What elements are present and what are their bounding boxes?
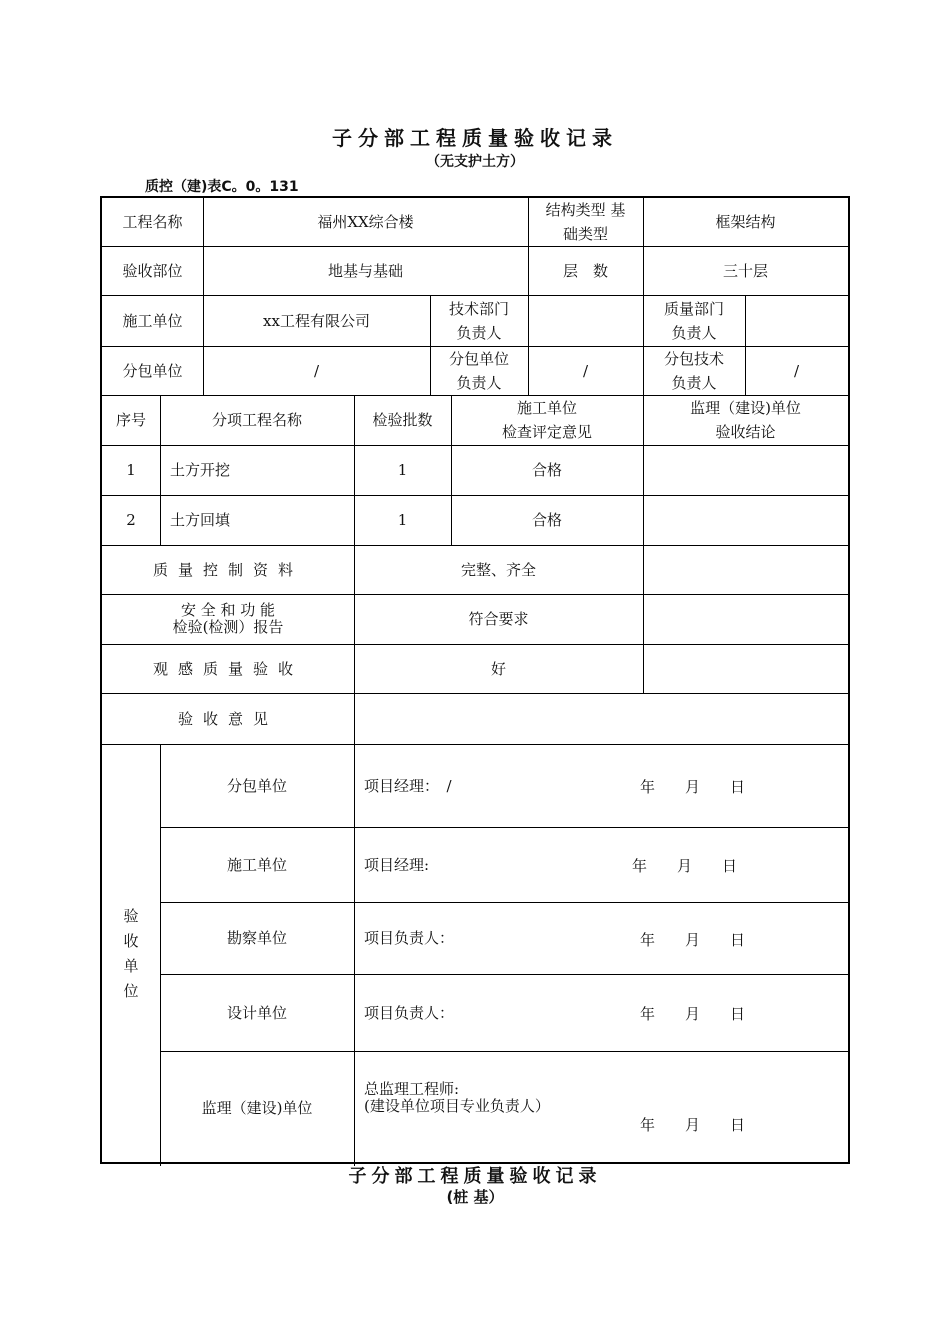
acceptance-role-line1: 总监理工程师: bbox=[364, 1080, 460, 1098]
col-supervisor-conclusion-line1: 监理（建设)单位 bbox=[690, 399, 801, 417]
acceptance-date: 年 月 日 bbox=[640, 1005, 746, 1023]
acceptance-unit: 监理（建设)单位 bbox=[201, 1098, 313, 1117]
col-supervisor-conclusion bbox=[643, 395, 848, 445]
col-contractor-opinion bbox=[451, 395, 643, 445]
tech-head-label-line2: 负责人 bbox=[456, 323, 502, 342]
sub-tech-label bbox=[643, 346, 745, 395]
safety-label-line2: 检验(检测）报告 bbox=[172, 618, 284, 636]
safety-label bbox=[102, 594, 354, 644]
page-subtitle: （无支护土方） bbox=[426, 154, 524, 170]
acceptance-role: 项目负责人： bbox=[364, 1003, 455, 1022]
col-item-name: 分项工程名称 bbox=[211, 411, 302, 429]
safety-result: 符合要求 bbox=[468, 610, 529, 628]
item-name: 土方回填 bbox=[170, 511, 231, 529]
col-no: 序号 bbox=[115, 411, 146, 429]
acceptance-role bbox=[364, 1081, 550, 1115]
next-page-title: 子分部工程质量验收记录 bbox=[348, 1166, 602, 1187]
project-name-label: 工程名称 bbox=[122, 213, 183, 231]
acceptance-unit: 勘察单位 bbox=[226, 929, 287, 947]
acceptance-group-char: 位 bbox=[123, 982, 139, 1000]
item-no: 2 bbox=[126, 511, 136, 529]
acceptance-role: 项目经理： / bbox=[364, 776, 452, 795]
item-result: 合格 bbox=[531, 461, 562, 479]
part-label: 验收部位 bbox=[122, 261, 183, 280]
subcontractor: / bbox=[313, 361, 320, 380]
form-number: 质控（建)表C。0。131 bbox=[145, 179, 299, 195]
acceptance-unit: 分包单位 bbox=[226, 776, 287, 795]
tech-head bbox=[528, 295, 643, 346]
item-name: 土方开挖 bbox=[170, 461, 231, 479]
sub-head-label-line1: 分包单位 bbox=[448, 349, 509, 368]
sub-tech-label-line2: 负责人 bbox=[671, 373, 717, 392]
sub-head-label-line2: 负责人 bbox=[456, 373, 502, 392]
acceptance-group-char: 单 bbox=[123, 957, 139, 975]
col-contractor-opinion-line2: 检查评定意见 bbox=[501, 423, 592, 441]
item-batches: 1 bbox=[397, 461, 408, 479]
acceptance-group-label bbox=[102, 744, 160, 1164]
item-result: 合格 bbox=[531, 511, 562, 529]
sub-tech: / bbox=[793, 361, 800, 380]
acceptance-date: 年 月 日 bbox=[640, 1116, 746, 1134]
item-no: 1 bbox=[126, 461, 136, 479]
structure-type-label bbox=[528, 198, 643, 246]
quality-docs: 完整、齐全 bbox=[460, 560, 536, 579]
item-conclusion bbox=[643, 495, 848, 545]
tech-head-label-line1: 技术部门 bbox=[448, 299, 509, 318]
floors-label: 层 数 bbox=[562, 261, 608, 280]
acceptance-date: 年 月 日 bbox=[640, 778, 746, 796]
structure-type-label-line1: 结构类型 基 bbox=[545, 201, 626, 219]
acceptance-group-char: 收 bbox=[123, 932, 139, 950]
record-table bbox=[100, 196, 850, 1164]
sub-head: / bbox=[582, 361, 589, 380]
quality-head-label bbox=[643, 295, 745, 346]
contractor-label: 施工单位 bbox=[122, 311, 183, 330]
acceptance-role-line2: (建设单位项目专业负责人） bbox=[364, 1097, 550, 1115]
col-batches: 检验批数 bbox=[372, 411, 433, 429]
safety-label-line1: 安 全 和 功 能 bbox=[180, 601, 276, 619]
opinion bbox=[354, 693, 848, 744]
page-title: 子分部工程质量验收记录 bbox=[332, 126, 618, 150]
appearance-result: 好 bbox=[490, 659, 506, 678]
quality-head bbox=[745, 295, 848, 346]
floors: 三十层 bbox=[722, 261, 768, 280]
acceptance-date: 年 月 日 bbox=[640, 931, 746, 949]
contractor: xx工程有限公司 bbox=[263, 311, 370, 330]
acceptance-role: 项目负责人： bbox=[364, 929, 455, 947]
acceptance-unit: 施工单位 bbox=[226, 855, 287, 874]
item-conclusion bbox=[643, 445, 848, 495]
sub-head-label bbox=[430, 346, 528, 395]
tech-head-label bbox=[430, 295, 528, 346]
next-page-subtitle: (桩 基） bbox=[446, 1188, 504, 1206]
opinion-label: 验收意见 bbox=[177, 709, 278, 728]
appearance-label: 观感质量验收 bbox=[152, 659, 303, 678]
col-supervisor-conclusion-line2: 验收结论 bbox=[715, 423, 776, 441]
acceptance-date: 年 月 日 bbox=[632, 857, 738, 875]
quality-head-label-line2: 负责人 bbox=[671, 323, 717, 342]
project-name: 福州XX综合楼 bbox=[317, 213, 414, 231]
col-contractor-opinion-line1: 施工单位 bbox=[516, 399, 577, 417]
acceptance-group-char: 验 bbox=[123, 907, 139, 925]
sub-tech-label-line1: 分包技术 bbox=[663, 349, 724, 368]
structure-type: 框架结构 bbox=[715, 213, 776, 231]
part: 地基与基础 bbox=[327, 261, 403, 280]
quality-head-label-line1: 质量部门 bbox=[663, 299, 724, 318]
acceptance-unit: 设计单位 bbox=[226, 1003, 287, 1022]
acceptance-role: 项目经理: bbox=[364, 855, 430, 874]
item-batches: 1 bbox=[397, 511, 408, 529]
quality-docs-label: 质量控制资料 bbox=[152, 560, 303, 579]
subcontractor-label: 分包单位 bbox=[122, 361, 183, 380]
structure-type-label-line2: 础类型 bbox=[562, 225, 608, 243]
